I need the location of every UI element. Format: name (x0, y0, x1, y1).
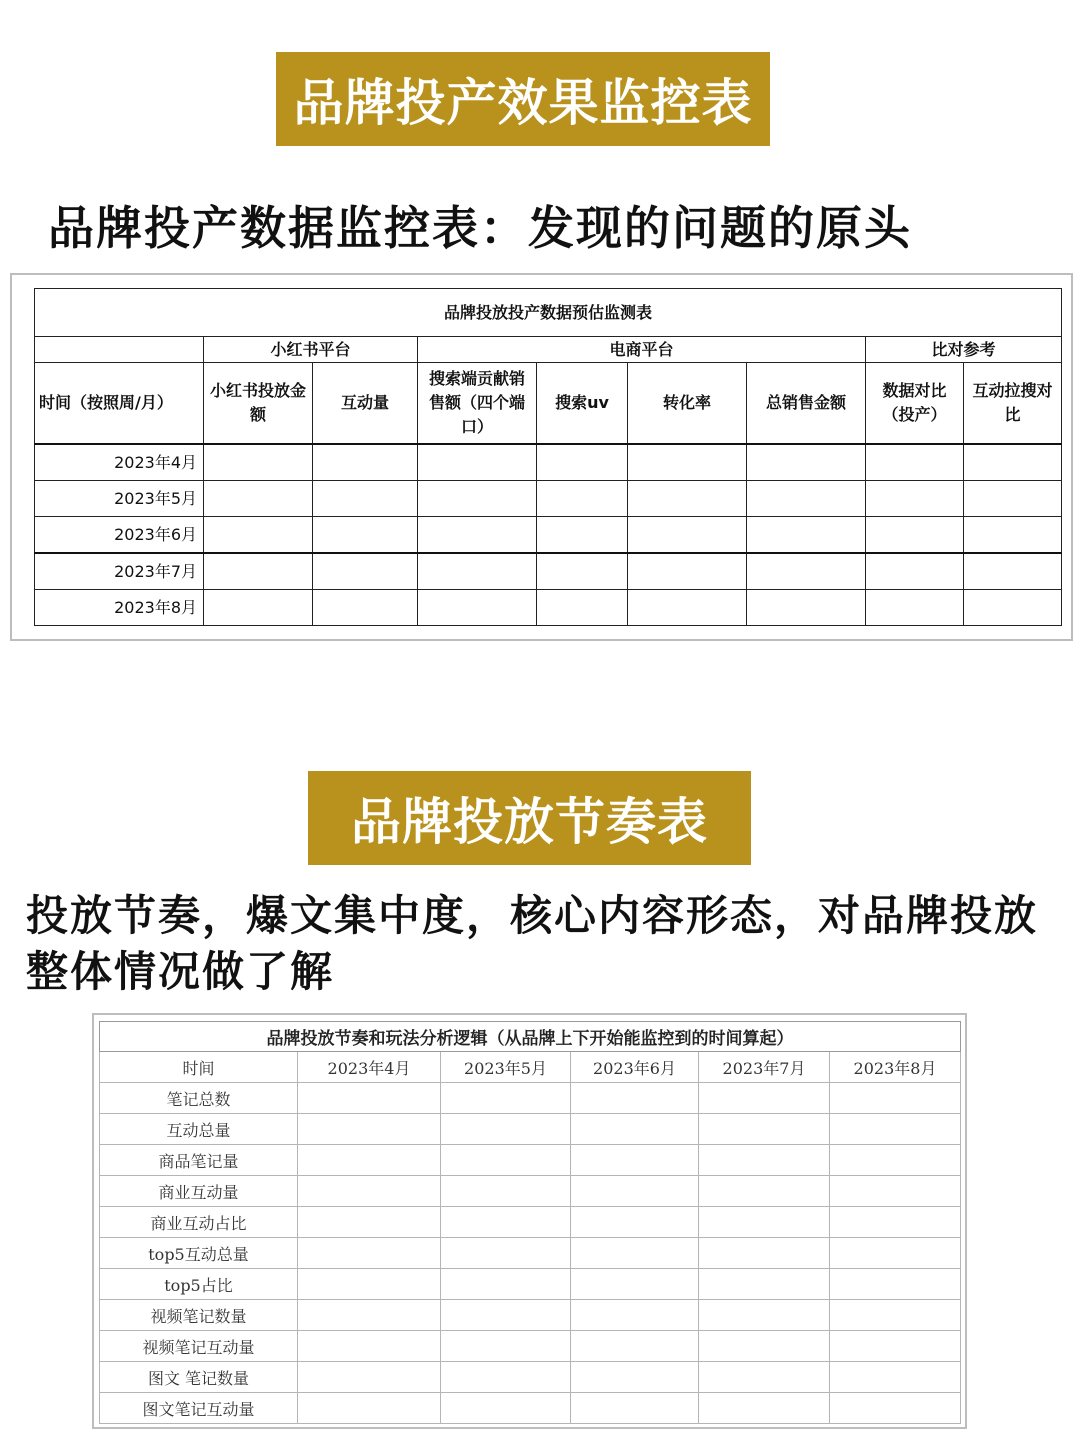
month-cell: 2023年7月 (35, 553, 204, 590)
column-header: 搜索端贡献销售额（四个端口） (418, 363, 537, 445)
table-cell[interactable] (313, 517, 418, 554)
table-cell[interactable] (830, 1362, 961, 1393)
table-cell[interactable] (628, 481, 747, 517)
table-cell[interactable] (313, 444, 418, 481)
group-header-empty (35, 337, 204, 363)
rhythm-table-title: 品牌投放节奏和玩法分析逻辑（从品牌上下开始能监控到的时间算起） (100, 1022, 961, 1052)
column-header: 互动量 (313, 363, 418, 445)
table-cell[interactable] (313, 481, 418, 517)
table-cell[interactable] (298, 1083, 441, 1114)
table-cell[interactable] (441, 1362, 571, 1393)
table-cell[interactable] (441, 1145, 571, 1176)
table-cell[interactable] (537, 590, 628, 626)
table-cell[interactable] (537, 481, 628, 517)
month-column-header: 2023年7月 (699, 1052, 830, 1083)
table-cell[interactable] (964, 444, 1062, 481)
table-cell[interactable] (628, 517, 747, 554)
table-cell[interactable] (441, 1393, 571, 1424)
table-row (100, 1362, 961, 1393)
table-cell[interactable] (699, 1362, 830, 1393)
table-cell[interactable] (418, 444, 537, 481)
table-cell[interactable] (418, 517, 537, 554)
table-cell[interactable] (441, 1207, 571, 1238)
table-cell[interactable] (964, 590, 1062, 626)
table-cell[interactable] (964, 517, 1062, 554)
table-cell[interactable] (866, 517, 964, 554)
table-cell[interactable] (964, 553, 1062, 590)
table-row (100, 1207, 961, 1238)
table-row (35, 517, 1062, 554)
table-row (35, 590, 1062, 626)
table-cell[interactable] (866, 444, 964, 481)
table-cell[interactable] (866, 553, 964, 590)
table-row (100, 1083, 961, 1114)
table-cell[interactable] (699, 1207, 830, 1238)
group-header-ecommerce: 电商平台 (418, 337, 866, 363)
table-cell[interactable] (298, 1362, 441, 1393)
table-row (100, 1114, 961, 1145)
column-header: 小红书投放金额 (204, 363, 313, 445)
table-cell[interactable] (204, 444, 313, 481)
table-cell[interactable] (204, 517, 313, 554)
column-header: 数据对比（投产） (866, 363, 964, 445)
table-cell[interactable] (298, 1176, 441, 1207)
table-cell[interactable] (313, 553, 418, 590)
month-cell: 2023年4月 (35, 444, 204, 481)
table-cell[interactable] (699, 1393, 830, 1424)
month-cell: 2023年8月 (35, 590, 204, 626)
table-cell[interactable] (866, 590, 964, 626)
table-header-row (100, 1052, 961, 1083)
roi-table-title: 品牌投放投产数据预估监测表 (35, 289, 1062, 337)
month-column-header: 2023年5月 (441, 1052, 571, 1083)
table-cell[interactable] (298, 1114, 441, 1145)
table-cell[interactable] (628, 590, 747, 626)
column-header: 转化率 (628, 363, 747, 445)
table-row (100, 1269, 961, 1300)
metric-label: 互动总量 (100, 1114, 298, 1145)
table-cell[interactable] (418, 553, 537, 590)
table-cell[interactable] (441, 1331, 571, 1362)
table-cell[interactable] (830, 1238, 961, 1269)
table-cell[interactable] (964, 481, 1062, 517)
table-cell[interactable] (699, 1176, 830, 1207)
table-cell[interactable] (571, 1083, 699, 1114)
table-cell[interactable] (830, 1393, 961, 1424)
table-cell[interactable] (747, 444, 866, 481)
table-cell[interactable] (441, 1300, 571, 1331)
table-cell[interactable] (830, 1114, 961, 1145)
roi-monitor-table (34, 288, 1062, 626)
table-cell[interactable] (571, 1362, 699, 1393)
table-row (100, 1238, 961, 1269)
table-row (100, 1331, 961, 1362)
table-row (35, 553, 1062, 590)
table-cell[interactable] (441, 1083, 571, 1114)
metric-label: 视频笔记互动量 (100, 1331, 298, 1362)
table-cell[interactable] (699, 1145, 830, 1176)
table-cell[interactable] (418, 481, 537, 517)
table-cell[interactable] (699, 1269, 830, 1300)
month-column-header: 2023年6月 (571, 1052, 699, 1083)
table-cell[interactable] (571, 1145, 699, 1176)
month-cell: 2023年5月 (35, 481, 204, 517)
table-cell[interactable] (441, 1238, 571, 1269)
table-cell[interactable] (537, 553, 628, 590)
column-header: 搜索uv (537, 363, 628, 445)
table-cell[interactable] (441, 1269, 571, 1300)
rhythm-table-frame (92, 1013, 967, 1429)
table-cell[interactable] (747, 590, 866, 626)
table-cell[interactable] (204, 481, 313, 517)
table-cell[interactable] (204, 553, 313, 590)
column-header: 互动拉搜对比 (964, 363, 1062, 445)
table-cell[interactable] (571, 1269, 699, 1300)
table-row (35, 444, 1062, 481)
table-cell[interactable] (571, 1393, 699, 1424)
table-cell[interactable] (298, 1393, 441, 1424)
table-cell[interactable] (418, 590, 537, 626)
table-cell[interactable] (830, 1207, 961, 1238)
table-row (100, 1176, 961, 1207)
table-cell[interactable] (830, 1300, 961, 1331)
table-row (100, 1300, 961, 1331)
table-cell[interactable] (699, 1114, 830, 1145)
group-header-xiaohongshu: 小红书平台 (204, 337, 418, 363)
month-cell: 2023年6月 (35, 517, 204, 554)
rhythm-analysis-table (99, 1021, 961, 1424)
table-cell[interactable] (537, 517, 628, 554)
table-cell[interactable] (830, 1269, 961, 1300)
table-row (100, 1145, 961, 1176)
table-row (100, 1393, 961, 1424)
section1-banner: 品牌投产效果监控表 (276, 52, 770, 146)
table-cell[interactable] (699, 1083, 830, 1114)
metric-label: 商品笔记量 (100, 1145, 298, 1176)
metric-label: 商业互动占比 (100, 1207, 298, 1238)
table-cell[interactable] (866, 481, 964, 517)
table-cell[interactable] (747, 553, 866, 590)
table-cell[interactable] (571, 1238, 699, 1269)
table-cell[interactable] (747, 517, 866, 554)
table-row (35, 481, 1062, 517)
section2-banner: 品牌投放节奏表 (308, 771, 751, 865)
table-cell[interactable] (571, 1300, 699, 1331)
metric-label: 图文 笔记数量 (100, 1362, 298, 1393)
table-cell[interactable] (441, 1176, 571, 1207)
table-cell[interactable] (313, 590, 418, 626)
metric-label: 图文笔记互动量 (100, 1393, 298, 1424)
table-cell[interactable] (571, 1176, 699, 1207)
table-cell[interactable] (298, 1269, 441, 1300)
metric-label: 视频笔记数量 (100, 1300, 298, 1331)
section2-heading: 投放节奏，爆文集中度，核心内容形态，对品牌投放整体情况做了解 (26, 891, 1039, 996)
table-cell[interactable] (830, 1176, 961, 1207)
table-cell[interactable] (298, 1207, 441, 1238)
metric-label: 商业互动量 (100, 1176, 298, 1207)
table-cell[interactable] (204, 590, 313, 626)
table-cell[interactable] (830, 1083, 961, 1114)
month-column-header: 2023年4月 (298, 1052, 441, 1083)
table-cell[interactable] (537, 444, 628, 481)
metric-label: top5占比 (100, 1269, 298, 1300)
table-cell[interactable] (747, 481, 866, 517)
table-cell[interactable] (298, 1331, 441, 1362)
column-header: 总销售金额 (747, 363, 866, 445)
time-column-header: 时间 (100, 1052, 298, 1083)
table-cell[interactable] (298, 1145, 441, 1176)
table-cell[interactable] (830, 1331, 961, 1362)
metric-label: 笔记总数 (100, 1083, 298, 1114)
metric-label: top5互动总量 (100, 1238, 298, 1269)
table-cell[interactable] (699, 1238, 830, 1269)
month-column-header: 2023年8月 (830, 1052, 961, 1083)
table-cell[interactable] (298, 1238, 441, 1269)
table-cell[interactable] (830, 1145, 961, 1176)
table-cell[interactable] (628, 553, 747, 590)
table-cell[interactable] (441, 1114, 571, 1145)
table-cell[interactable] (298, 1300, 441, 1331)
table-cell[interactable] (571, 1331, 699, 1362)
group-header-compare: 比对参考 (866, 337, 1062, 363)
section1-heading: 品牌投产数据监控表：发现的问题的原头 (48, 201, 912, 255)
roi-table-frame (10, 273, 1073, 641)
table-cell[interactable] (628, 444, 747, 481)
table-cell[interactable] (571, 1207, 699, 1238)
time-column-header: 时间（按照周/月） (35, 363, 204, 445)
table-cell[interactable] (699, 1331, 830, 1362)
table-cell[interactable] (699, 1300, 830, 1331)
table-cell[interactable] (571, 1114, 699, 1145)
